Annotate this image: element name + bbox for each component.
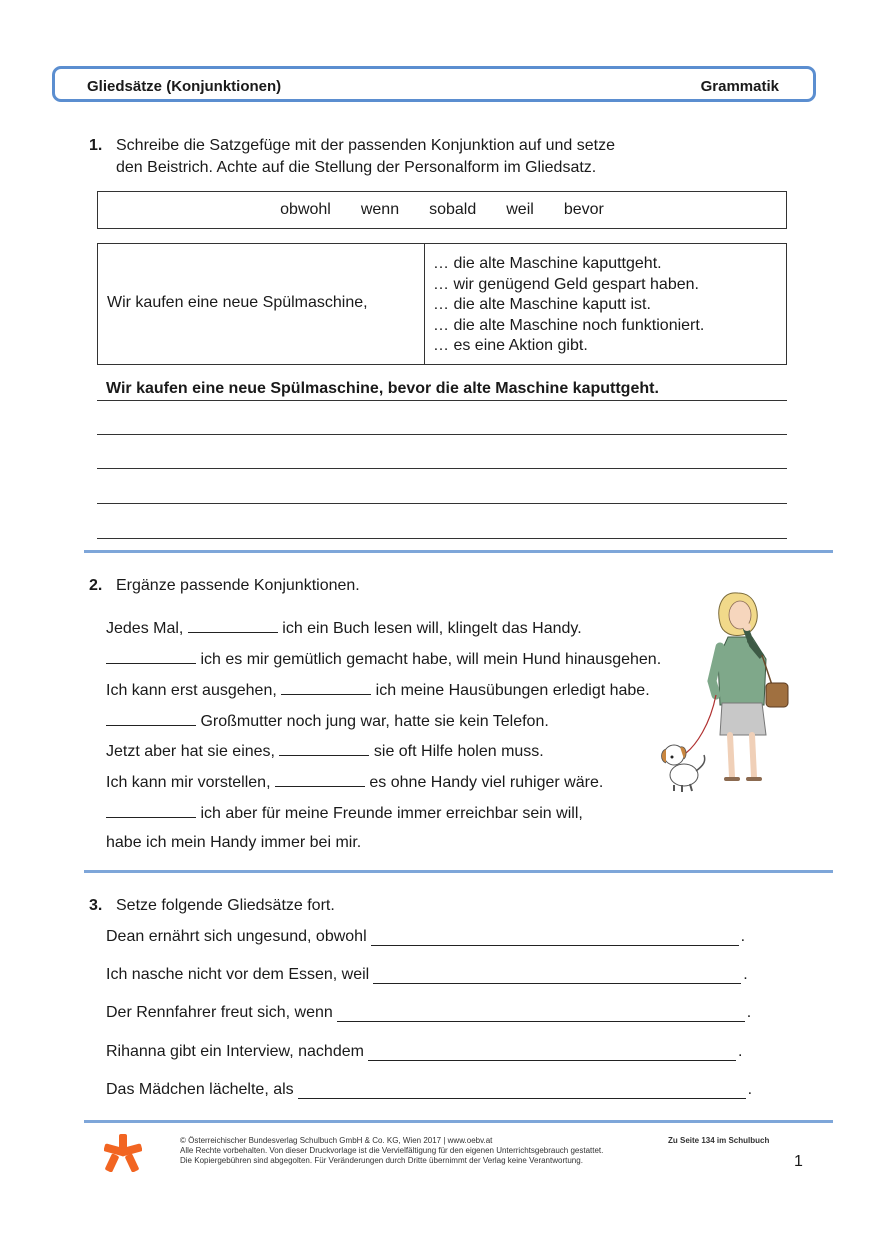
period: . — [743, 966, 748, 983]
task1-instruction-line1: Schreibe die Satzgefüge mit der passenden Konjunktion auf und setze — [116, 137, 615, 154]
task2-number: 2. — [89, 577, 103, 594]
gap-blank[interactable] — [106, 649, 196, 664]
publisher-logo-icon — [104, 1134, 142, 1172]
continuation-row — [106, 1043, 742, 1061]
period: . — [737, 1043, 743, 1060]
answer-line[interactable] — [97, 468, 787, 469]
period: . — [740, 928, 746, 945]
sentence-part: Jetzt aber hat sie eines, — [106, 743, 280, 760]
sentence-part: es ohne Handy viel ruhiger wäre. — [364, 774, 604, 791]
gap-blank[interactable] — [106, 711, 196, 726]
copyright-line: Alle Rechte vorbehalten. Von dieser Druckvorlage ist die Vervielfältigung für den eigenen Unterrichtsgebrauch gestattet. — [180, 1146, 604, 1155]
sentence-part: Ich kann mir vorstellen, — [106, 774, 275, 791]
sentence-part: Ich kann erst ausgehen, — [106, 682, 282, 699]
gap-blank[interactable] — [188, 618, 278, 633]
sub-clause: … die alte Maschine kaputtgeht. — [433, 255, 662, 272]
conjunction-box — [97, 191, 787, 229]
continuation-line[interactable] — [368, 1044, 736, 1061]
section-divider — [84, 1120, 833, 1123]
continuation-row — [106, 928, 745, 946]
sentence-part: ich es mir gemütlich gemacht habe, will mein Hund hinausgehen. — [196, 651, 662, 668]
sub-clause: … wir genügend Geld gespart haben. — [433, 275, 699, 293]
period: . — [746, 1004, 752, 1021]
worksheet-subject: Grammatik — [700, 78, 779, 95]
gap-sentence — [106, 649, 661, 669]
gap-sentence — [106, 711, 549, 731]
worksheet-title: Gliedsätze (Konjunktionen) — [87, 78, 282, 95]
task1-instruction — [116, 135, 615, 179]
task1-instruction-line2: den Beistrich. Achte auf die Stellung der Personalform im Gliedsatz. — [116, 159, 597, 176]
copyright-line: © Österreichischer Bundesverlag Schulbuch GmbH & Co. KG, Wien 2017 | www.oebv.at — [180, 1136, 493, 1145]
gap-sentence — [106, 680, 650, 700]
continuation-line[interactable] — [337, 1005, 745, 1022]
gap-blank[interactable] — [281, 680, 371, 695]
gap-blank[interactable] — [279, 741, 369, 756]
section-divider — [84, 870, 833, 873]
example-answer: Wir kaufen eine neue Spülmaschine, bevor die alte Maschine kaputtgeht. — [106, 380, 659, 397]
gap-blank[interactable] — [106, 803, 196, 818]
answer-line[interactable] — [97, 434, 787, 435]
sentence-part: Großmutter noch jung war, hatte sie kein Telefon. — [196, 713, 549, 730]
conjunction-word: sobald — [429, 201, 477, 218]
sentence-start: Dean ernährt sich ungesund, obwohl — [106, 928, 367, 945]
sub-clause: … die alte Maschine kaputt ist. — [433, 296, 651, 313]
period: . — [747, 1081, 753, 1098]
sentence-part: Jedes Mal, — [106, 620, 188, 637]
sub-clause: … die alte Maschine noch funktioniert. — [433, 316, 705, 334]
main-clause-cell — [98, 244, 425, 364]
task3-instruction: Setze folgende Gliedsätze fort. — [116, 897, 335, 914]
gap-sentence — [106, 772, 603, 792]
gap-sentence — [106, 803, 583, 823]
header-box — [52, 66, 816, 102]
woman-with-dog-illustration — [650, 585, 810, 800]
clause-table — [97, 243, 787, 365]
gap-sentence — [106, 618, 582, 638]
sentence-start: Ich nasche nicht vor dem Essen, weil — [106, 966, 370, 983]
continuation-row — [106, 1081, 752, 1099]
main-clause: Wir kaufen eine neue Spülmaschine, — [107, 294, 368, 311]
sub-clause: … es eine Aktion gibt. — [433, 337, 588, 354]
sub-clause-cell — [433, 254, 704, 357]
task1-number: 1. — [89, 137, 103, 154]
conjunction-word: bevor — [563, 201, 604, 218]
book-reference: Zu Seite 134 im Schulbuch — [668, 1136, 770, 1145]
continuation-line[interactable] — [373, 967, 741, 984]
answer-line[interactable] — [97, 538, 787, 539]
task2-instruction: Ergänze passende Konjunktionen. — [116, 577, 360, 594]
sentence-part: ich ein Buch lesen will, klingelt das Handy. — [277, 620, 582, 637]
continuation-line[interactable] — [371, 929, 739, 946]
sentence-start: Rihanna gibt ein Interview, nachdem — [106, 1043, 364, 1060]
copyright-notice — [180, 1136, 603, 1166]
sentence-start: Das Mädchen lächelte, als — [106, 1081, 294, 1098]
sentence-part: ich meine Hausübungen erledigt habe. — [371, 682, 650, 699]
sentence-part: sie oft Hilfe holen muss. — [369, 743, 544, 760]
answer-line[interactable] — [97, 400, 787, 401]
section-divider — [84, 550, 833, 553]
copyright-line: Die Kopiergebühren sind abgegolten. Für Veränderungen durch Dritte übernimmt der Verlag keine Verantwortung. — [180, 1156, 583, 1165]
conjunction-word: wenn — [360, 201, 400, 218]
conjunction-word: weil — [506, 201, 534, 218]
gap-sentence-last: habe ich mein Handy immer bei mir. — [106, 834, 362, 851]
sentence-part: ich aber für meine Freunde immer erreichbar sein will, — [196, 805, 583, 822]
answer-line[interactable] — [97, 503, 787, 504]
page-number: 1 — [794, 1153, 803, 1170]
task3-number: 3. — [89, 897, 103, 914]
gap-blank[interactable] — [275, 772, 365, 787]
continuation-line[interactable] — [298, 1082, 746, 1099]
continuation-row — [106, 966, 748, 984]
continuation-row — [106, 1004, 751, 1022]
conjunction-word: obwohl — [280, 201, 331, 218]
sentence-start: Der Rennfahrer freut sich, wenn — [106, 1004, 333, 1021]
gap-sentence — [106, 741, 544, 761]
